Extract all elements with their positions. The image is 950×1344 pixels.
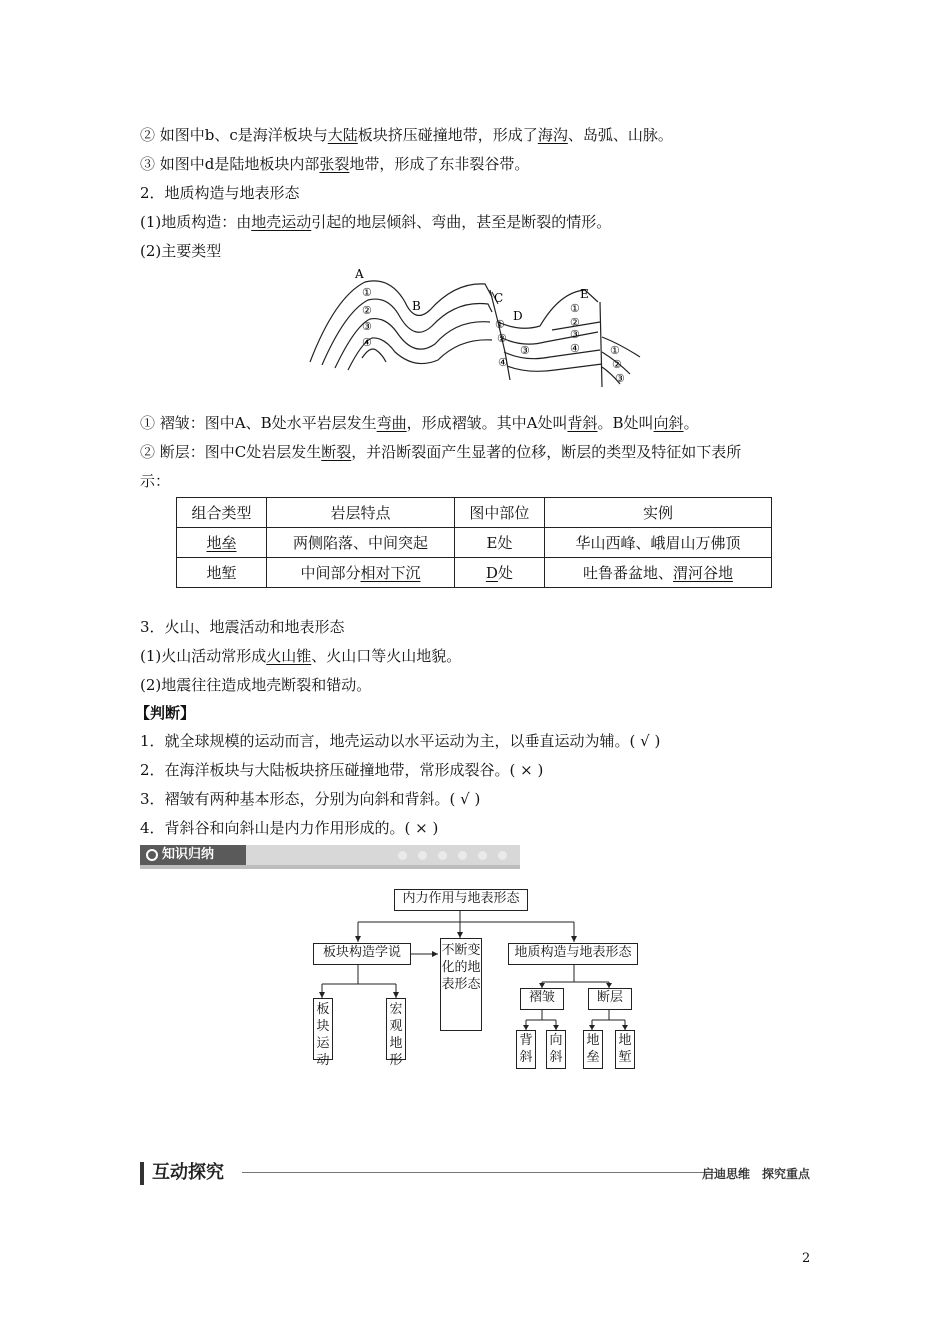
layer-1-a: ①: [362, 286, 372, 299]
judge-item-3: 3．褶皱有两种基本形态，分别为向斜和背斜。( √ ): [140, 790, 481, 808]
table-header: 岩层特点: [267, 498, 455, 528]
table-header: 实例: [544, 498, 771, 528]
circle-icon: [146, 849, 158, 861]
table-cell: 地堑: [177, 558, 267, 588]
layer-2-r: ②: [612, 358, 622, 371]
flow-plate-theory: 板块构造学说: [313, 943, 411, 965]
layer-3-e: ③: [570, 328, 580, 341]
flow-anticline: 背斜: [516, 1030, 536, 1069]
text-line-7: ② 断层：图中C处岩层发生断裂，并沿断裂面产生显著的位移，断层的类型及特征如下表所: [140, 443, 742, 461]
flow-geo-structure: 地质构造与地表形态: [508, 943, 638, 965]
table-cell: 中间部分相对下沉: [267, 558, 455, 588]
table-cell: 吐鲁番盆地、渭河谷地: [544, 558, 771, 588]
flow-plate-motion: 板块运动: [313, 998, 333, 1060]
table-cell: E处: [454, 528, 544, 558]
text-line-9: (1)火山活动常形成火山锥、火山口等火山地貌。: [140, 647, 462, 665]
dot-icon: [478, 851, 487, 860]
layer-2-a: ②: [362, 304, 372, 317]
layer-3-r: ③: [615, 372, 625, 385]
layer-4-r: ④: [618, 386, 619, 387]
judge-title: 【判断】: [135, 704, 196, 722]
heading-2: 2．地质构造与地表形态: [140, 184, 300, 202]
text-line-10: (2)地震往往造成地壳断裂和错动。: [140, 676, 372, 694]
label-d: D: [513, 309, 523, 323]
label-c: C: [494, 291, 504, 305]
dot-icon: [438, 851, 447, 860]
text-line-2: ③ 如图中d是陆地板块内部张裂地带，形成了东非裂谷带。: [140, 155, 530, 173]
table-cell: D处: [454, 558, 544, 588]
flow-macro-terrain: 宏观地形: [386, 998, 406, 1060]
table-row: [177, 558, 772, 588]
dot-icon: [458, 851, 467, 860]
table-header-row: [177, 498, 772, 528]
judge-item-4: 4．背斜谷和向斜山是内力作用形成的。( × ): [140, 819, 439, 837]
table-header: 组合类型: [177, 498, 267, 528]
flow-changing-landform: 不断变化的地表形态: [440, 938, 482, 1031]
text-line-4: (1)地质构造：由地壳运动引起的地层倾斜、弯曲，甚至是断裂的情形。: [140, 213, 612, 231]
layer-2-e: ②: [570, 316, 580, 329]
dot-icon: [418, 851, 427, 860]
text-line-1: ② 如图中b、c是海洋板块与大陆板块挤压碰撞地带，形成了海沟、岛弧、山脉。: [140, 126, 673, 144]
flow-horst: 地垒: [583, 1030, 603, 1069]
layer-2-c: ②: [497, 332, 507, 345]
table-row: [177, 528, 772, 558]
heading-3: 3．火山、地震活动和地表形态: [140, 618, 345, 636]
layer-4-e: ④: [570, 342, 580, 355]
fault-types-table: [176, 497, 772, 588]
flow-root: 内力作用与地表形态: [394, 889, 528, 911]
section-header: [140, 1159, 810, 1187]
flow-syncline: 向斜: [546, 1030, 566, 1069]
dot-icon: [498, 851, 507, 860]
table-cell: 两侧陷落、中间突起: [267, 528, 455, 558]
judge-item-2: 2．在海洋板块与大陆板块挤压碰撞地带，常形成裂谷。( × ): [140, 761, 544, 779]
summary-bar: [140, 845, 520, 865]
layer-1-c: ①: [495, 318, 505, 331]
page-number: 2: [802, 1251, 811, 1266]
section-subtitle: 启迪思维 探究重点: [701, 1167, 810, 1181]
table-header: 图中部位: [454, 498, 544, 528]
judge-item-1: 1．就全球规模的运动而言，地壳运动以水平运动为主，以垂直运动为辅。( √ ): [140, 732, 661, 750]
flow-fold: 褶皱: [520, 988, 564, 1010]
label-a: A: [355, 267, 364, 281]
layer-1-e: ①: [570, 302, 580, 315]
layer-1-r: ①: [610, 344, 620, 357]
layer-3-a: ③: [362, 320, 372, 333]
text-line-8: 示：: [140, 472, 171, 490]
layer-4-c: ④: [498, 356, 508, 369]
fold-fault-diagram: [300, 262, 650, 387]
table-cell: 华山西峰、峨眉山万佛顶: [544, 528, 771, 558]
layer-4-a: ④: [362, 336, 372, 349]
label-b: B: [412, 299, 421, 313]
summary-bar-title: 知识归纳: [162, 847, 215, 862]
label-e: E: [580, 287, 589, 301]
dot-icon: [398, 851, 407, 860]
text-line-5: (2)主要类型: [140, 242, 222, 260]
flow-fault: 断层: [588, 988, 632, 1010]
section-title: 互动探究: [152, 1162, 224, 1183]
flow-graben: 地堑: [615, 1030, 635, 1069]
layer-3-c: ③: [520, 344, 530, 357]
text-line-6: ① 褶皱：图中A、B处水平岩层发生弯曲，形成褶皱。其中A处叫背斜。B处叫向斜。: [140, 414, 699, 432]
table-cell: 地垒: [177, 528, 267, 558]
